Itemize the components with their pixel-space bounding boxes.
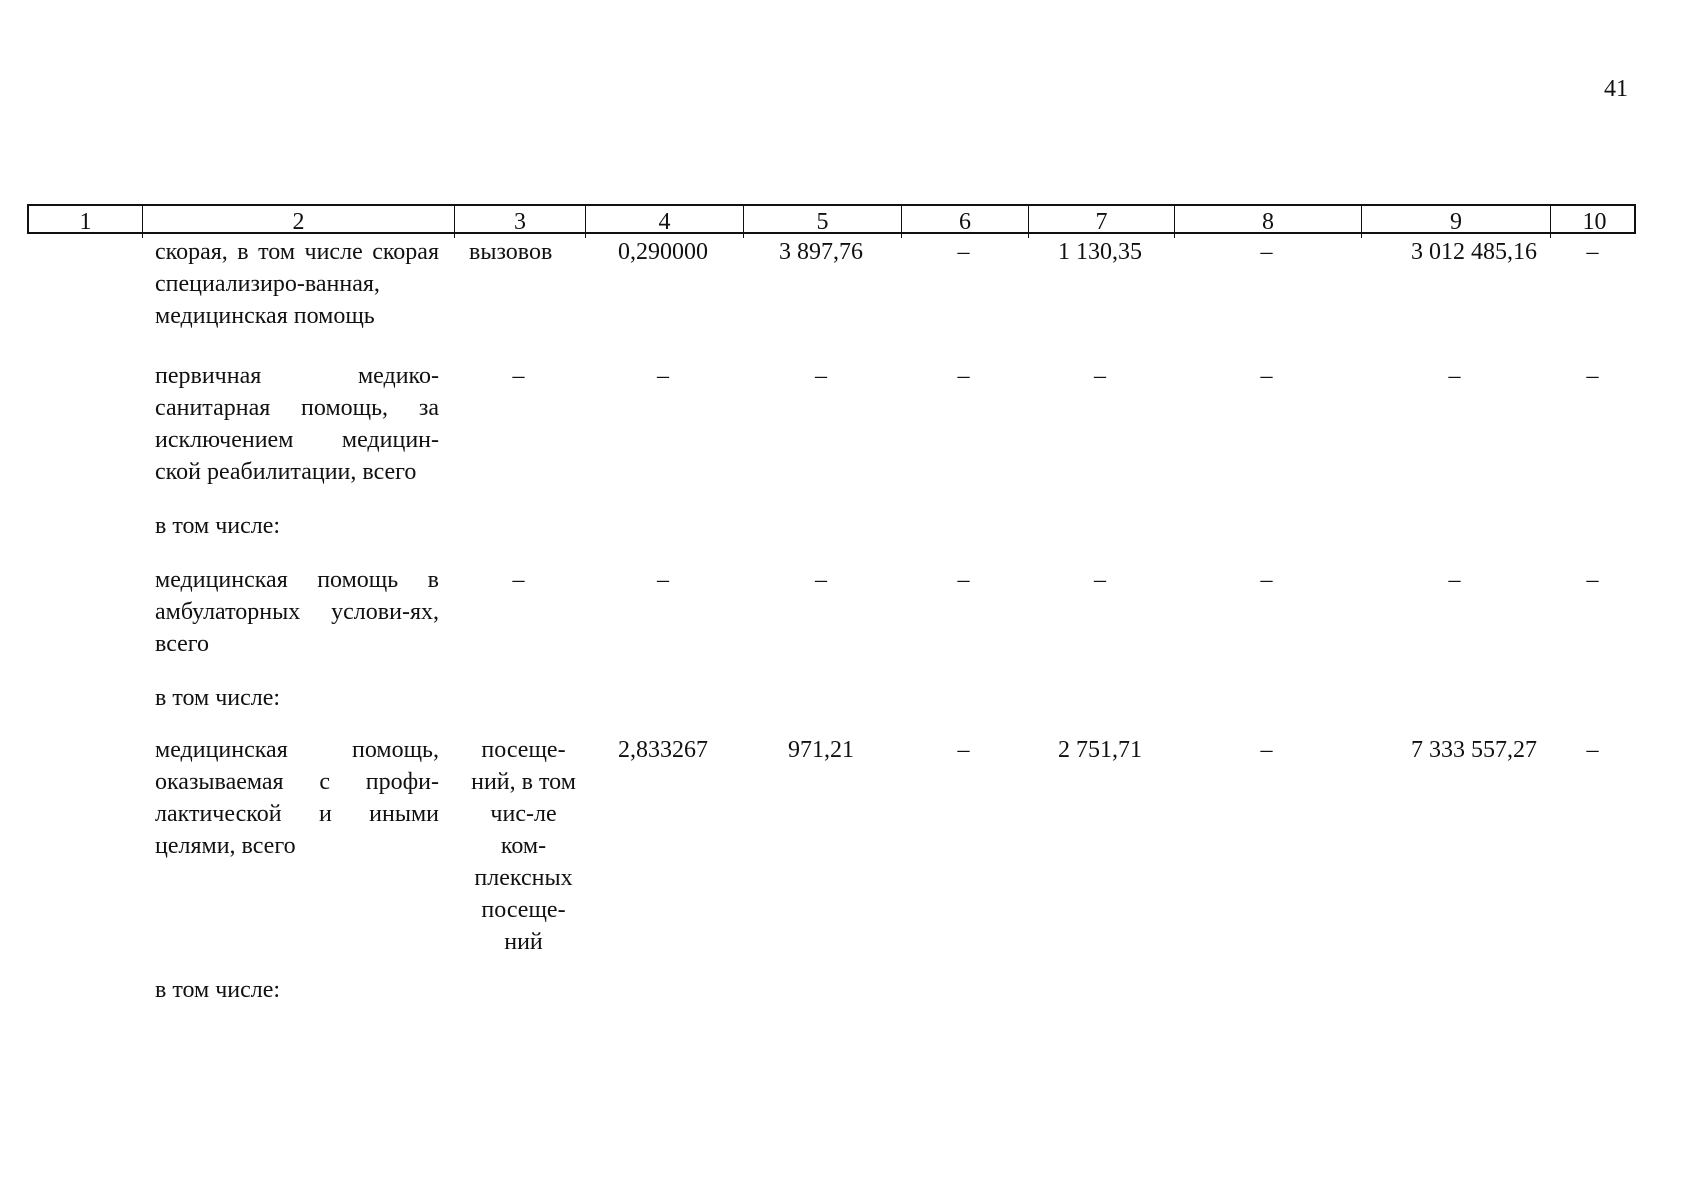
header-col-9: 9 — [1362, 206, 1551, 238]
row-col-8: – — [1260, 567, 1273, 593]
subsection-label: в том числе: — [155, 977, 281, 1003]
row-col-10: – — [1586, 239, 1599, 265]
table-row — [27, 236, 1636, 332]
row-col-8: – — [1260, 737, 1273, 763]
header-col-7: 7 — [1029, 206, 1175, 238]
row-col-7: – — [1094, 567, 1106, 593]
row-name: первичная медико-санитарная помощь, за исключением медицин-ской реабилитации, всего — [155, 363, 439, 485]
row-col-5: 3 897,76 — [779, 239, 863, 265]
col-1-cell — [27, 236, 141, 332]
header-col-3: 3 — [455, 206, 586, 238]
row-name: скорая, в том числе скорая специализиро-ванная, медицинская помощь — [155, 239, 439, 329]
row-col-6: – — [957, 363, 970, 389]
row-unit: посеще-ний, в том чис-ле ком-плексных посеще-ний — [471, 737, 576, 955]
col-1-cell — [27, 360, 141, 488]
header-col-10: 10 — [1582, 209, 1607, 235]
subsection-label: в том числе: — [155, 685, 281, 711]
header-col-1: 1 — [29, 206, 143, 238]
row-name: медицинская помощь, оказываемая с профи-лактической и иными целями, всего — [155, 737, 439, 859]
row-col-10: – — [1586, 567, 1599, 593]
table-row — [27, 564, 1636, 660]
row-col-5: – — [815, 363, 827, 389]
table-row — [27, 682, 1636, 714]
row-col-6: – — [957, 567, 970, 593]
row-col-7: 1 130,35 — [1058, 239, 1142, 265]
row-col-4: 0,290000 — [618, 239, 708, 265]
col-1-cell — [27, 564, 141, 660]
row-col-10: – — [1586, 737, 1599, 763]
data-table — [27, 204, 1636, 1006]
subsection-label: в том числе: — [155, 513, 281, 539]
row-col-7: 2 751,71 — [1058, 737, 1142, 763]
table-row — [27, 734, 1636, 958]
header-col-6: 6 — [902, 206, 1029, 238]
col-1-cell — [27, 510, 141, 542]
table-header-row — [27, 204, 1636, 234]
row-col-5: 971,21 — [788, 737, 854, 763]
row-col-10: – — [1586, 363, 1599, 389]
row-col-8: – — [1260, 239, 1273, 265]
row-col-5: – — [815, 567, 827, 593]
row-col-9: 3 012 485,16 — [1411, 239, 1537, 265]
row-col-6: – — [957, 239, 970, 265]
table-row — [27, 510, 1636, 542]
row-col-9: – — [1448, 363, 1461, 389]
header-col-5: 5 — [744, 206, 902, 238]
row-unit: – — [512, 567, 525, 593]
col-1-cell — [27, 734, 141, 958]
row-col-4: 2,833267 — [618, 737, 708, 763]
row-col-9: 7 333 557,27 — [1411, 737, 1537, 763]
row-name: медицинская помощь в амбулаторных услови-ях, всего — [155, 567, 439, 657]
header-col-8: 8 — [1175, 206, 1362, 238]
row-col-4: – — [657, 363, 669, 389]
row-col-6: – — [957, 737, 970, 763]
row-col-9: – — [1448, 567, 1461, 593]
row-col-8: – — [1260, 363, 1273, 389]
row-col-4: – — [657, 567, 669, 593]
col-1-cell — [27, 682, 141, 714]
header-col-4: 4 — [586, 206, 744, 238]
col-1-cell — [27, 974, 141, 1006]
row-col-7: – — [1094, 363, 1106, 389]
row-unit: вызовов — [469, 239, 553, 265]
header-col-2: 2 — [143, 206, 455, 238]
page-number: 41 — [1604, 76, 1628, 102]
table-row — [27, 974, 1636, 1006]
table-row — [27, 360, 1636, 488]
row-unit: – — [512, 363, 525, 389]
